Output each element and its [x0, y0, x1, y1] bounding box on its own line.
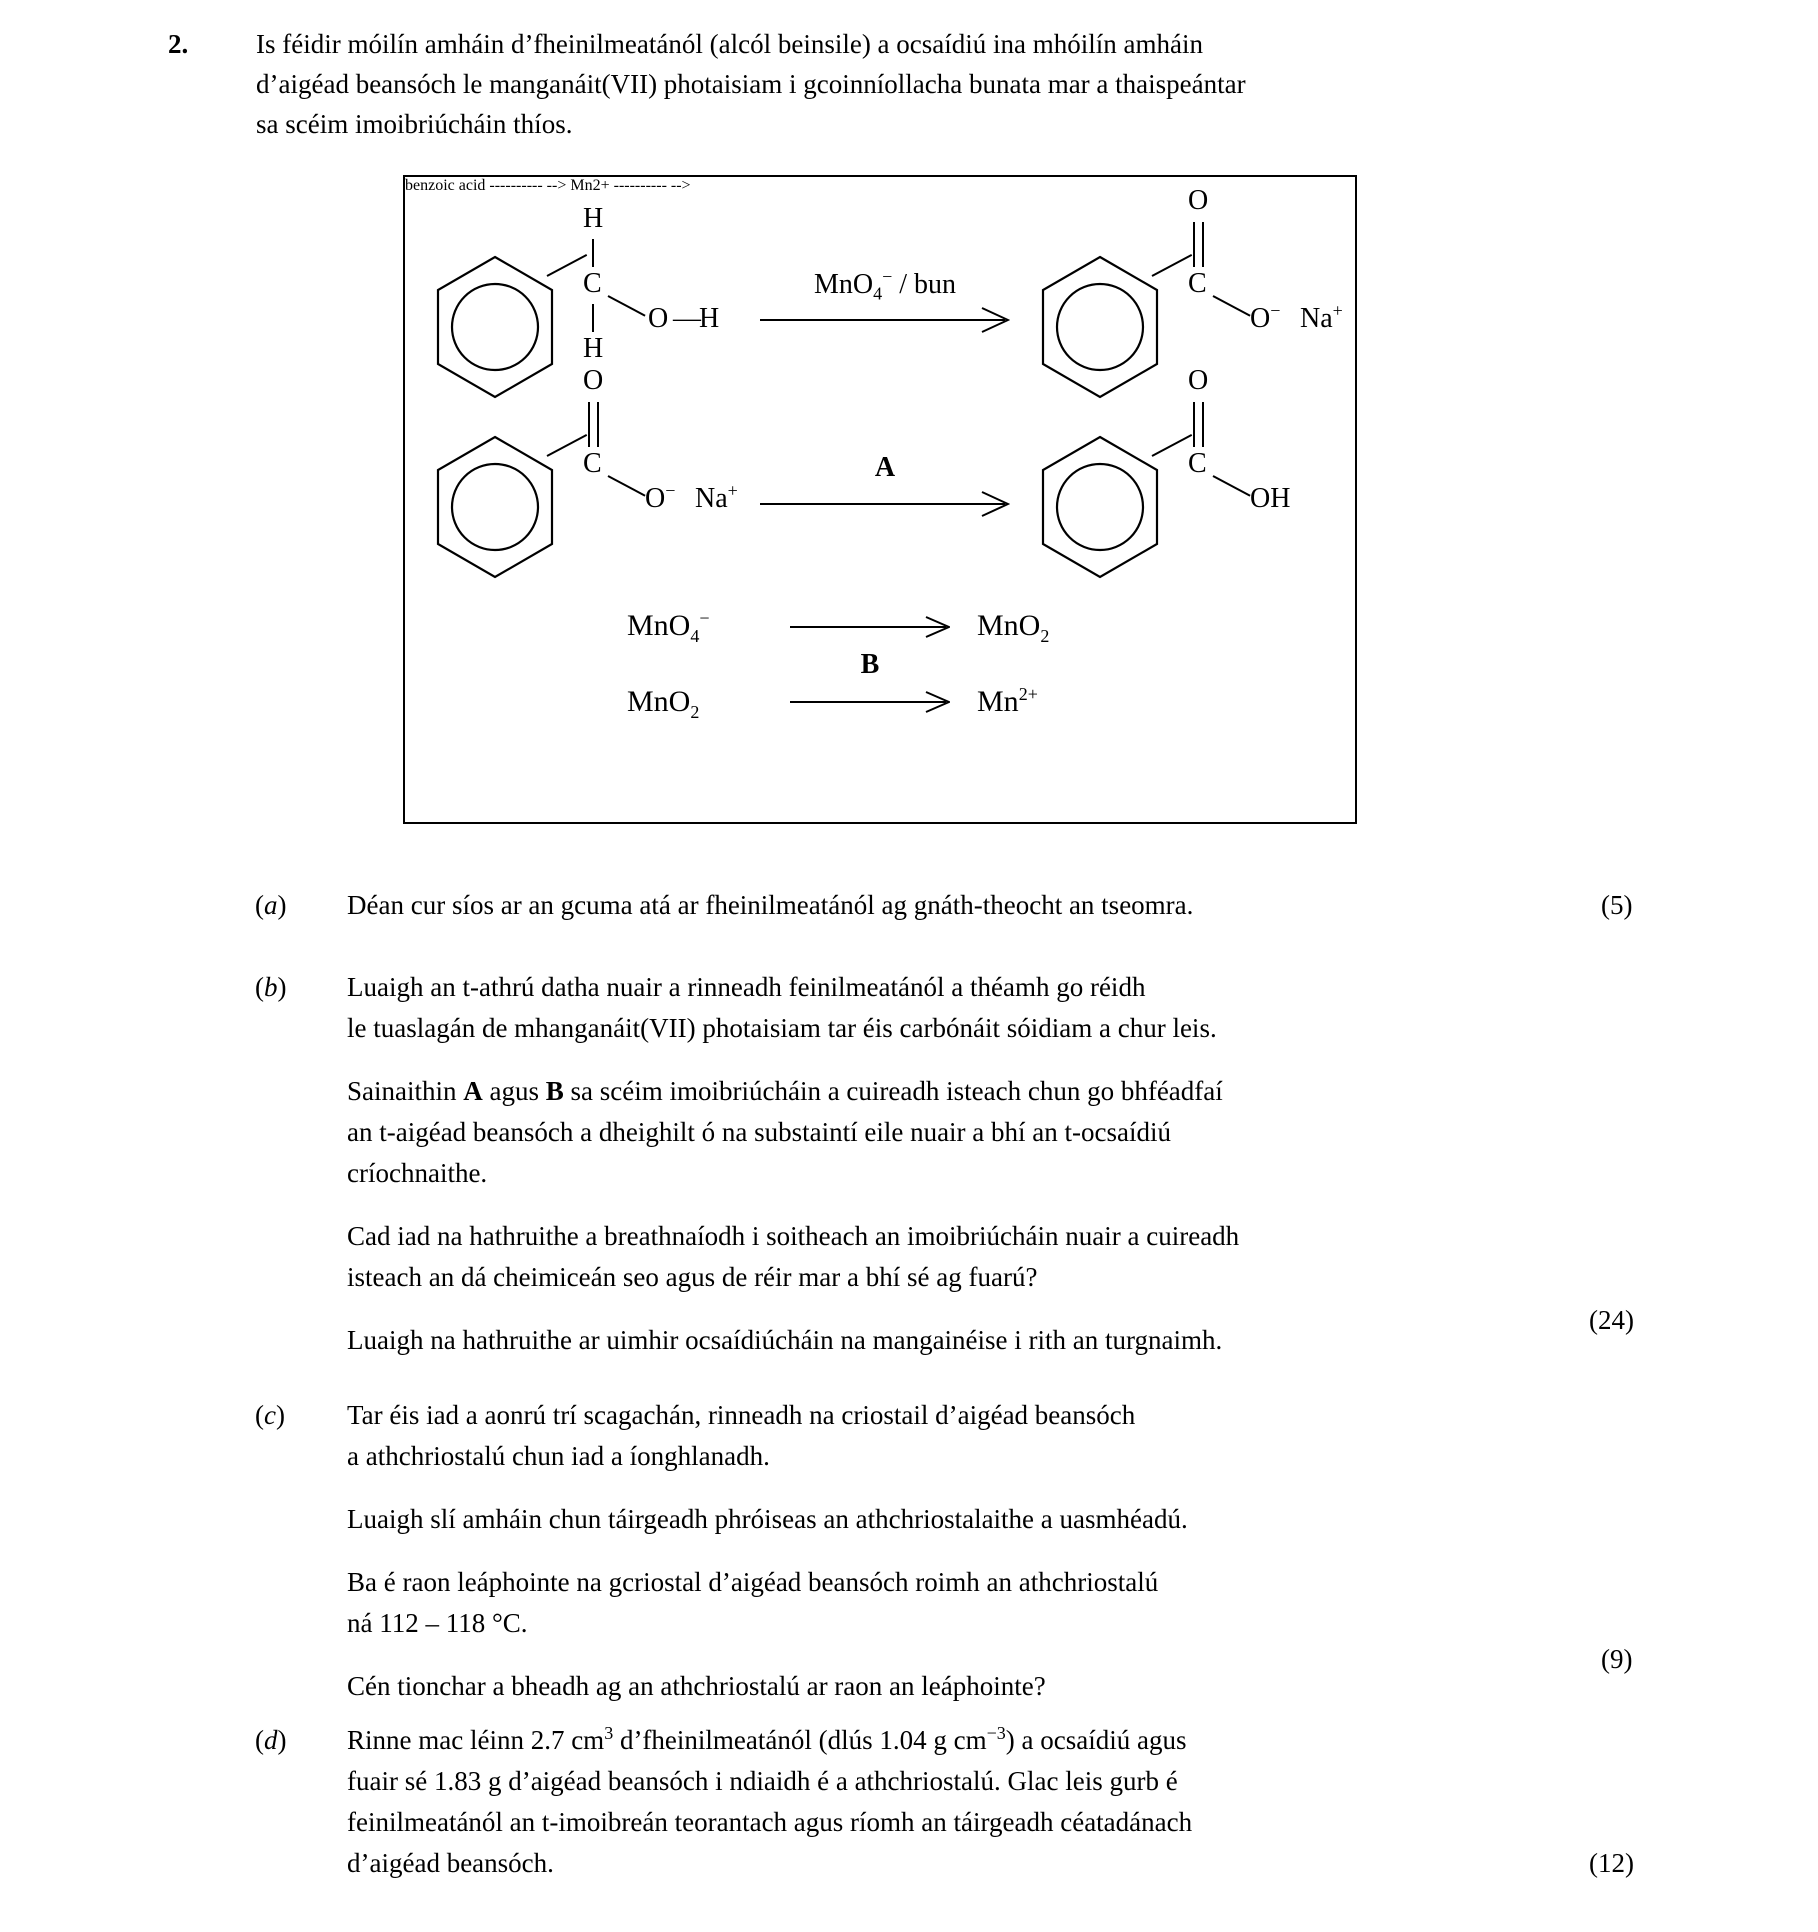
- part-d-text-b: d’fheinilmeatánól (dlús 1.04 g cm: [613, 1725, 987, 1755]
- part-b-line: críochnaithe.: [347, 1158, 488, 1188]
- part-d-marks: (12): [1589, 1848, 1634, 1878]
- question-stem-line: Is féidir móilín amháin d’fheinilmeatánól (alcól beinsile) a ocsaídiú ina mhóilín amháin: [256, 29, 1203, 59]
- part-a-paren-close: ): [277, 890, 287, 920]
- part-a-paren-open: (: [255, 890, 264, 920]
- part-c-line: ná 112 – 118 °C.: [347, 1608, 528, 1638]
- atom-bottom-h: H: [583, 333, 604, 364]
- atom-hydroxyl-hydrogen: H: [699, 303, 720, 334]
- atom-hydroxyl-oxygen: O: [648, 303, 669, 334]
- part-a: [255, 885, 1655, 926]
- part-b-paragraph-3: [347, 1216, 1655, 1298]
- part-b-letter: b: [264, 972, 278, 1002]
- bond-dash-oh: —: [673, 303, 701, 334]
- part-b: [255, 967, 1655, 1361]
- reaction3-reactant-symbol: MnO: [627, 609, 691, 642]
- reaction2-arrow-label-a: A: [874, 452, 896, 483]
- reaction1-arrow-icon: [760, 305, 1010, 335]
- part-a-label: [255, 885, 327, 926]
- double-bond-line-left: [1193, 222, 1195, 267]
- arrow-label-bun: / bun: [892, 269, 957, 300]
- arrow-label-mno4-charge: −: [882, 266, 893, 287]
- part-a-body: [347, 885, 1655, 926]
- part-d-body: [347, 1720, 1655, 1884]
- part-b-paragraph-1: [347, 967, 1655, 1049]
- atom-oxygen-anion: [1250, 300, 1281, 334]
- reaction3-product: [977, 609, 1050, 646]
- part-b-line: an t-aigéad beansóch a dheighilt ó na substaintí eile nuair a bhí an t-ocsaídiú: [347, 1117, 1171, 1147]
- question-stem-line: d’aigéad beansóch le manganáit(VII) photaisiam i gcoinníollacha bunata mar a thaispeántar: [256, 69, 1246, 99]
- reaction4-product-charge: 2+: [1018, 684, 1038, 704]
- part-c: [255, 1395, 1655, 1707]
- part-a-marks: (5): [1601, 890, 1633, 920]
- reaction3-arrow-icon: [790, 614, 950, 640]
- reaction-scheme-box: H C H O — H MnO$_4$− / bun O C O− Na+ benzoic acid ---------- --> O C O− Na+ A O C OH MnO$_4$− MnO$_2$ Mn2+ ---------- --> MnO$_2$ B $Mn^{2+}$: [403, 175, 1357, 824]
- atom-sodium-cation: [1300, 300, 1343, 334]
- bond-carbon-to-oxygen: [608, 295, 646, 316]
- atom-sodium-charge: +: [727, 480, 738, 501]
- part-b-paragraph-4: [347, 1320, 1655, 1361]
- double-bond-line-right: [597, 402, 599, 447]
- double-bond-line-right: [1202, 222, 1204, 267]
- reaction4-reactant-symbol: MnO: [627, 685, 691, 718]
- arrow-label-mno4-text: MnO: [813, 269, 874, 300]
- atom-carbonyl-oxygen: O: [583, 365, 604, 396]
- question-number: 2.: [168, 29, 189, 59]
- atom-center-carbon: C: [583, 268, 602, 299]
- part-c-body: [347, 1395, 1655, 1707]
- benzene-ring-icon: [1035, 432, 1165, 582]
- part-d-line: d’aigéad beansóch.: [347, 1848, 554, 1878]
- part-b-body: [347, 967, 1655, 1361]
- part-b-line: Cad iad na hathruithe a breathnaíodh i soitheach an imoibriúcháin nuair a cuireadh: [347, 1221, 1240, 1251]
- part-c-line: Ba é raon leáphointe na gcriostal d’aigéad beansóch roimh an athchriostalú: [347, 1567, 1159, 1597]
- part-d-label: [255, 1720, 327, 1761]
- atom-oxygen-anion-symbol: O: [645, 483, 666, 514]
- atom-oxygen-anion-symbol: O: [1250, 303, 1271, 334]
- part-d-paren-close: ): [277, 1725, 287, 1755]
- part-d-paragraph: [347, 1720, 1655, 1884]
- atom-oxygen-anion-charge: −: [1270, 300, 1281, 321]
- reaction3-product-symbol: MnO: [977, 609, 1041, 642]
- reaction4-arrow-label-b: B: [860, 649, 880, 680]
- benzene-ring-icon: [1035, 252, 1165, 402]
- bond-carbon-to-hydroxyl: [1213, 475, 1251, 496]
- question-block: [168, 24, 1648, 144]
- atom-carbonyl-oxygen: O: [1188, 185, 1209, 216]
- atom-sodium-symbol: Na: [1300, 303, 1333, 334]
- reaction3-reactant-charge: −: [699, 608, 710, 628]
- bond-c-to-top-h: [592, 239, 594, 267]
- part-c-line: Tar éis iad a aonrú trí scagachán, rinneadh na criostail d’aigéad beansóch: [347, 1400, 1136, 1430]
- part-d-line: feinilmeatánól an t-imoibreán teorantach agus ríomh an táirgeadh céatadánach: [347, 1807, 1193, 1837]
- reaction2-arrow-icon: [760, 489, 1010, 519]
- part-d-line-volume: [347, 1720, 1655, 1761]
- reaction4-product: [977, 685, 1038, 719]
- bond-c-to-bottom-h: [592, 304, 594, 332]
- benzene-ring-icon: [430, 252, 560, 402]
- atom-hydroxyl-group: OH: [1250, 483, 1291, 514]
- reaction3-reactant-sub: 4: [690, 626, 700, 646]
- part-b-sainaithin-pre: Sainaithin: [347, 1076, 464, 1106]
- atom-carbonyl-carbon: C: [583, 448, 602, 479]
- part-a-paragraph: [347, 885, 1655, 926]
- reaction4-product-symbol: Mn: [977, 685, 1019, 718]
- part-b-label-b: B: [545, 1076, 564, 1106]
- bond-carbon-to-o-minus: [608, 475, 646, 496]
- reaction3-product-sub: 2: [1040, 626, 1050, 646]
- atom-oxygen-anion-charge: −: [665, 480, 676, 501]
- part-c-line: a athchriostalú chun iad a íonghlanadh.: [347, 1441, 770, 1471]
- part-b-line: Luaigh na hathruithe ar uimhir ocsaídiúcháin na mangainéise i rith an turgnaimh.: [347, 1325, 1223, 1355]
- part-d-text-a: Rinne mac léinn 2.7 cm: [347, 1725, 605, 1755]
- atom-carbonyl-carbon: C: [1188, 448, 1207, 479]
- part-b-label: [255, 967, 327, 1008]
- atom-oxygen-anion: [645, 480, 676, 514]
- atom-sodium-charge: +: [1332, 300, 1343, 321]
- part-c-paren-open: (: [255, 1400, 264, 1430]
- double-bond-line-right: [1202, 402, 1204, 447]
- part-c-label: [255, 1395, 327, 1436]
- question-stem-line: sa scéim imoibriúcháin thíos.: [256, 109, 573, 139]
- part-d-letter: d: [264, 1725, 278, 1755]
- part-a-letter: a: [264, 890, 278, 920]
- part-a-line: Déan cur síos ar an gcuma atá ar fheinilmeatánól ag gnáth-theocht an tseomra.: [347, 890, 1194, 920]
- reaction4-reactant-sub: 2: [690, 702, 700, 722]
- part-c-letter: c: [264, 1400, 276, 1430]
- atom-sodium-symbol: Na: [695, 483, 728, 514]
- atom-sodium-cation: [695, 480, 738, 514]
- part-c-line: Luaigh slí amháin chun táirgeadh phróiseas an athchriostalaithe a uasmhéadú.: [347, 1504, 1188, 1534]
- part-b-line: Luaigh an t-athrú datha nuair a rinneadh feinilmeatánól a théamh go réidh: [347, 972, 1146, 1002]
- part-d-text-c: ) a ocsaídiú agus: [1005, 1725, 1187, 1755]
- part-b-paren-close: ): [277, 972, 287, 1002]
- part-c-paren-close: ): [275, 1400, 285, 1430]
- reaction4-reactant: [627, 685, 700, 722]
- part-b-line: le tuaslagán de mhanganáit(VII) photaisiam tar éis carbónáit sóidiam a chur leis.: [347, 1013, 1217, 1043]
- part-d-paren-open: (: [255, 1725, 264, 1755]
- atom-carbonyl-oxygen: O: [1188, 365, 1209, 396]
- double-bond-line-left: [588, 402, 590, 447]
- question-stem: [256, 24, 1648, 144]
- part-b-post: sa scéim imoibriúcháin a cuireadh isteach chun go bhféadfaí: [563, 1076, 1223, 1106]
- reaction3-reactant: [627, 608, 710, 646]
- part-b-agus: agus: [482, 1076, 546, 1106]
- part-d-line: fuair sé 1.83 g d’aigéad beansóch i ndiaidh é a athchriostalú. Glac leis gurb é: [347, 1766, 1178, 1796]
- part-d: [255, 1720, 1655, 1884]
- part-c-paragraph-4: [347, 1666, 1655, 1707]
- part-b-paren-open: (: [255, 972, 264, 1002]
- part-b-label-a: A: [463, 1076, 483, 1106]
- part-b-paragraph-2: [347, 1071, 1655, 1194]
- bond-carbon-to-o-minus: [1213, 295, 1251, 316]
- reaction4-arrow-icon: [790, 689, 950, 715]
- part-c-paragraph-2: [347, 1499, 1655, 1540]
- arrow-label-mno4-sub: 4: [873, 283, 883, 304]
- part-c-line: Cén tionchar a bheadh ag an athchriostalú ar raon an leáphointe?: [347, 1671, 1046, 1701]
- double-bond-line-left: [1193, 402, 1195, 447]
- part-c-paragraph-1: [347, 1395, 1655, 1477]
- benzene-ring-icon: [430, 432, 560, 582]
- atom-carbonyl-carbon: C: [1188, 268, 1207, 299]
- part-d-density-exponent: −3: [986, 1723, 1006, 1743]
- part-c-paragraph-3: [347, 1562, 1655, 1644]
- reaction1-arrow-label: [760, 266, 1010, 304]
- part-b-line: isteach an dá cheimiceán seo agus de réir mar a bhí sé ag fuarú?: [347, 1262, 1038, 1292]
- part-c-marks: (9): [1601, 1644, 1633, 1674]
- part-b-line-identify: [347, 1071, 1655, 1112]
- part-d-cm-cubed-exponent: 3: [604, 1723, 614, 1743]
- part-b-marks: (24): [1589, 1305, 1634, 1335]
- atom-top-h: H: [583, 203, 604, 234]
